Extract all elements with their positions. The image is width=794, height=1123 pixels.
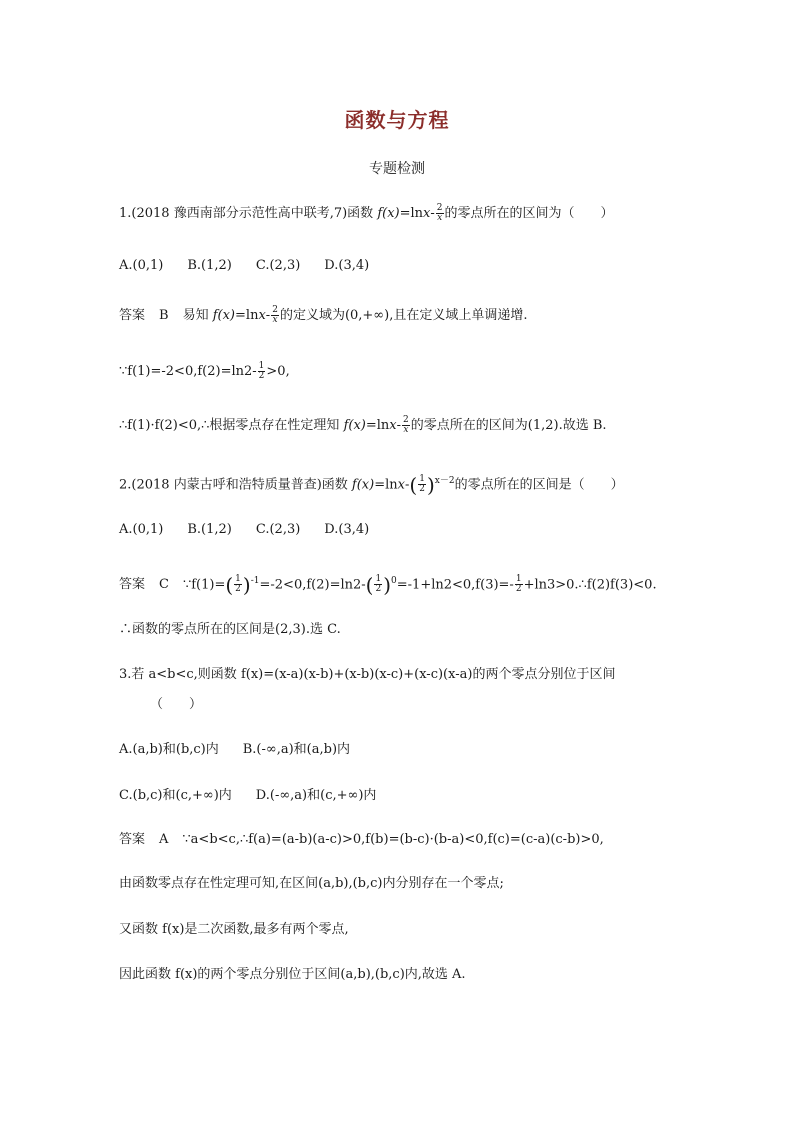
q1-option-a: A.(0,1) (119, 258, 164, 273)
q3-option-a: A.(a,b)和(b,c)内 (119, 742, 219, 757)
q3-stem: 3.若 a<b<c,则函数 f(x)=(x-a)(x-b)+(x-b)(x-c)+(x-c)(x-a)的两个零点分别位于区间 (119, 667, 616, 682)
q1-option-b: B.(1,2) (187, 258, 232, 273)
q3-answer-line4: 因此函数 f(x)的两个零点分别位于区间(a,b),(b,c)内,故选 A. (119, 967, 466, 982)
q2-option-b: B.(1,2) (187, 522, 232, 537)
q3-options-row2 (119, 786, 739, 806)
answer-letter: A (159, 832, 169, 847)
q2-option-d: D.(3,4) (324, 522, 370, 537)
q1-answer-line2: ∵f(1)=-2<0,f(2)=ln2- $\frac{1}{2}$ >0, (119, 361, 290, 381)
q1-options (119, 256, 739, 276)
page-title: 函数与方程 (344, 108, 450, 132)
q3-answer-line1: 答案 A ∵a<b<c,∴f(a)=(a-b)(a-c)>0,f(b)=(b-c)·(b-a)<0,f(c)=(c-a)(c-b)>0, (119, 832, 604, 847)
q3-option-c: C.(b,c)和(c,+∞)内 (119, 788, 232, 803)
q1-answer-line1: 答案 B 易知 f(x)=lnx- $\frac{2}{x}$ 的定义域为(0,+∞),且在定义域上单调递增. (119, 305, 528, 325)
q3-option-b: B.(-∞,a)和(a,b)内 (242, 742, 351, 757)
q3-option-d: D.(-∞,a)和(c,+∞)内 (255, 788, 377, 803)
q3-answer-line2: 由函数零点存在性定理可知,在区间(a,b),(b,c)内分别存在一个零点; (119, 876, 504, 891)
q2-option-c: C.(2,3) (255, 522, 301, 537)
q2-option-a: A.(0,1) (119, 522, 164, 537)
page-subtitle: 专题检测 (369, 161, 425, 177)
q1-answer-line3: ∴f(1)·f(2)<0,∴根据零点存在性定理知 f(x)=lnx- $\frac{2}{x}$ 的零点所在的区间为(1,2).故选 B. (119, 415, 607, 435)
answer-label: 答案 (119, 308, 146, 323)
fraction: $\frac{1}{2}$ (375, 574, 382, 595)
answer-label: 答案 (119, 832, 146, 847)
q2-answer-line2: ∴函数的零点所在的区间是(2,3).选 C. (119, 622, 341, 637)
q3-options-row1 (119, 740, 739, 760)
q1-option-d: D.(3,4) (324, 258, 370, 273)
fraction: $\frac{2}{x}$ (272, 305, 278, 325)
q1-option-c: C.(2,3) (255, 258, 301, 273)
fraction: $\frac{1}{2}$ (419, 474, 425, 495)
answer-letter: B (159, 308, 169, 323)
fraction: $\frac{1}{2}$ (258, 361, 265, 381)
q2-stem: 2.(2018 内蒙古呼和浩特质量普查)函数 f(x)=lnx-( $\frac{1}{2}$ )$^{x-2}$的零点所在的区间是（ ） (119, 472, 624, 497)
q2-options (119, 520, 739, 540)
fraction: $\frac{1}{2}$ (515, 574, 522, 595)
answer-letter: C (159, 577, 169, 593)
q3-blank: （ ） (150, 697, 203, 712)
q1-stem: 1.(2018 豫西南部分示范性高中联考,7)函数 f(x)=lnx- $\frac{2}{x}$ 的零点所在的区间为（ ） (119, 203, 614, 223)
fraction: $\frac{2}{x}$ (436, 203, 443, 223)
q2-answer-line1: 答案 C ∵f(1)=( $\frac{1}{2}$ )$^{-1}$=-2<0,f(2)=ln2-( $\frac{1}{2}$ )$^0$=-1+ln2<0,f(3)=- $\frac{1}{2}$ +ln3>0.∴f(2)f(3)<0. (119, 572, 657, 597)
q3-answer-line3: 又函数 f(x)是二次函数,最多有两个零点, (119, 922, 349, 937)
fraction: $\frac{1}{2}$ (235, 574, 241, 595)
fraction: $\frac{2}{x}$ (403, 415, 409, 435)
answer-label: 答案 (119, 577, 146, 593)
